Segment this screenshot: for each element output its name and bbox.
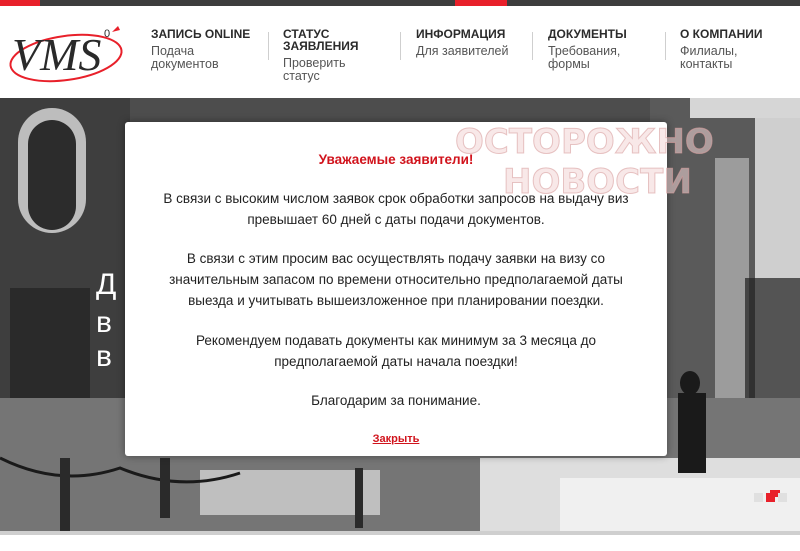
- slider-dots: [754, 489, 790, 507]
- nav-divider: [665, 32, 666, 60]
- nav-item-documents[interactable]: [548, 28, 627, 71]
- nav-item-booking[interactable]: [151, 28, 250, 71]
- nav-title: СТАТУС ЗАЯВЛЕНИЯ: [283, 27, 359, 53]
- hero-heading-line: в: [96, 306, 112, 339]
- nav-subtitle: Проверить статус: [283, 56, 346, 83]
- nav-subtitle: Для заявителей: [416, 44, 509, 58]
- nav-divider: [268, 32, 269, 60]
- hero-heading-line: Д: [96, 268, 117, 301]
- vms-logo[interactable]: [8, 24, 128, 88]
- nav-divider: [400, 32, 401, 60]
- watermark-line-1: ОСТОРОЖНО: [455, 122, 714, 162]
- modal-paragraph-thanks: Благодарим за понимание.: [311, 393, 481, 408]
- modal-paragraph-processing-time: В связи с высоким числом заявок срок обработки запросов на выдачу виз превышает 60 дней с даты подачи документов.: [163, 191, 629, 227]
- bottom-bar: [0, 531, 800, 535]
- close-link[interactable]: Закрыть: [372, 433, 420, 445]
- modal-paragraph-advance-request: В связи с этим просим вас осуществлять подачу заявки на визу со значительным запасом по времени относительно предполагаемой даты выезда и учитывать вышеизложенное при планировании поездки.: [169, 251, 623, 308]
- nav-item-status[interactable]: [283, 28, 359, 83]
- bottom-strip: [0, 531, 800, 551]
- watermark-logo: [455, 117, 745, 199]
- logo-superscript: 0: [104, 28, 111, 40]
- nav-divider: [532, 32, 533, 60]
- nav-title: ИНФОРМАЦИЯ: [416, 27, 506, 41]
- slider-dot[interactable]: [778, 493, 787, 502]
- nav-title: ЗАПИСЬ ONLINE: [151, 27, 251, 41]
- logo-flag-icon: [112, 26, 120, 32]
- modal-paragraph-recommendation: Рекомендуем подавать документы как минимум за 3 месяца до предполагаемой даты начала поездки!: [196, 333, 596, 369]
- nav-subtitle: Требования, формы: [548, 44, 621, 71]
- slider-dot-active[interactable]: [766, 493, 775, 502]
- nav-item-company[interactable]: [680, 28, 763, 71]
- nav-title: ДОКУМЕНТЫ: [548, 27, 627, 41]
- watermark-line-2: НОВОСТИ: [503, 162, 692, 199]
- logo-text: VMS: [12, 29, 102, 80]
- site-header: [0, 6, 800, 98]
- hero-heading-line: в: [96, 340, 112, 373]
- modal-title: Уважаемые заявители!: [318, 152, 474, 167]
- nav-item-info[interactable]: [416, 28, 508, 58]
- nav-title: О КОМПАНИИ: [680, 27, 763, 41]
- nav-subtitle: Филиалы, контакты: [680, 44, 738, 71]
- nav-subtitle: Подача документов: [151, 44, 219, 71]
- slider-dot[interactable]: [754, 493, 763, 502]
- logo-graphic: [8, 24, 128, 88]
